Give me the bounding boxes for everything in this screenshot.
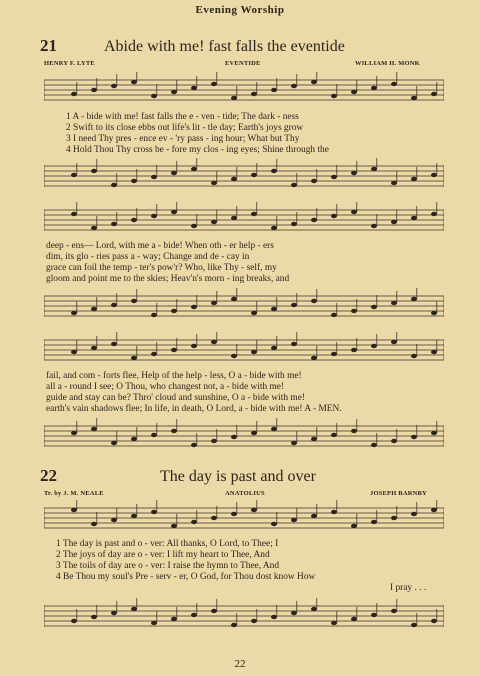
note-head	[251, 92, 257, 96]
lyric-line: guide and stay can be? Thro' cloud and sunshine, O a - bide with me!	[46, 393, 305, 403]
note-head	[231, 177, 237, 181]
note-head	[191, 167, 197, 171]
note-head	[91, 615, 97, 619]
note-head	[231, 435, 237, 439]
bass-staff	[44, 418, 444, 456]
lyric-line: deep - ens— Lord, with me a - bide! When oth - er help - ers	[46, 241, 274, 251]
lyric-line: gloom and point me to the skies; Heav'n's morn - ing breaks, and	[46, 274, 290, 284]
note-head	[151, 94, 157, 98]
note-head	[351, 348, 357, 352]
note-head	[71, 173, 77, 177]
note-head	[111, 441, 117, 445]
treble-staff	[44, 332, 444, 370]
note-head	[371, 613, 377, 617]
note-head	[251, 311, 257, 315]
note-head	[351, 309, 357, 313]
hymn-21-tune: EVENTIDE	[225, 60, 261, 67]
note-head	[171, 617, 177, 621]
note-head	[411, 96, 417, 100]
lyric-line: fail, and com - forts flee, Help of the help - less, O a - bide with me!	[46, 371, 302, 381]
note-head	[431, 173, 437, 177]
note-head	[431, 311, 437, 315]
note-head	[171, 171, 177, 175]
note-head	[411, 216, 417, 220]
note-head	[351, 429, 357, 433]
lyric-line: 3 The toils of day are o - ver: I raise the hymn to Thee, And	[56, 561, 280, 571]
note-head	[191, 86, 197, 90]
note-head	[271, 346, 277, 350]
note-head	[311, 514, 317, 518]
hymn-21-author: HENRY F. LYTE	[44, 60, 95, 67]
note-head	[391, 516, 397, 520]
note-head	[251, 431, 257, 435]
lyric-line: 4 Be Thou my soul's Pre - serv - er, O God, for Thou dost know How	[56, 572, 316, 582]
note-head	[391, 609, 397, 613]
note-head	[291, 611, 297, 615]
note-head	[311, 80, 317, 84]
note-head	[111, 222, 117, 226]
note-head	[331, 433, 337, 437]
note-head	[371, 443, 377, 447]
note-head	[251, 619, 257, 623]
note-head	[431, 350, 437, 354]
hymn-22-composer: JOSEPH BARNBY	[370, 490, 427, 497]
note-head	[191, 520, 197, 524]
note-head	[131, 437, 137, 441]
note-head	[291, 183, 297, 187]
note-head	[231, 623, 237, 627]
note-head	[411, 297, 417, 301]
note-head	[311, 356, 317, 360]
lyric-line: all a - round I see; O Thou, who changest not, a - bide with me!	[46, 382, 285, 392]
note-head	[71, 311, 77, 315]
note-head	[111, 303, 117, 307]
note-head	[351, 524, 357, 528]
note-head	[171, 90, 177, 94]
note-head	[431, 508, 437, 512]
note-head	[151, 433, 157, 437]
note-head	[391, 82, 397, 86]
hymn-22-tune: ANATOLIUS	[225, 490, 265, 497]
note-head	[351, 171, 357, 175]
note-head	[231, 96, 237, 100]
note-head	[131, 356, 137, 360]
note-head	[251, 350, 257, 354]
note-head	[91, 522, 97, 526]
note-head	[171, 524, 177, 528]
treble-staff	[44, 500, 444, 538]
hymn-22-title: The day is past and over	[160, 468, 316, 485]
lyric-line: 3 I need Thy pres - ence ev - 'ry pass - ing hour; What but Thy	[66, 134, 300, 144]
note-head	[251, 212, 257, 216]
note-head	[331, 214, 337, 218]
note-head	[411, 512, 417, 516]
note-head	[331, 175, 337, 179]
note-head	[291, 518, 297, 522]
note-head	[431, 92, 437, 96]
note-head	[131, 80, 137, 84]
note-head	[131, 514, 137, 518]
note-head	[211, 220, 217, 224]
note-head	[111, 518, 117, 522]
page-header: Evening Worship	[195, 4, 285, 16]
note-head	[211, 82, 217, 86]
note-head	[271, 522, 277, 526]
note-head	[131, 607, 137, 611]
note-head	[411, 623, 417, 627]
note-head	[391, 181, 397, 185]
note-head	[91, 346, 97, 350]
note-head	[91, 226, 97, 230]
note-head	[191, 344, 197, 348]
note-head	[371, 305, 377, 309]
note-head	[311, 218, 317, 222]
note-head	[231, 216, 237, 220]
note-head	[391, 301, 397, 305]
lyric-line: 2 Swift to its close ebbs out life's lit - tle day; Earth's joys grow	[66, 123, 304, 133]
note-head	[411, 354, 417, 358]
note-head	[171, 309, 177, 313]
lyric-line: 1 A - bide with me! fast falls the e - ven - tide; The dark - ness	[66, 112, 299, 122]
note-head	[111, 84, 117, 88]
note-head	[91, 427, 97, 431]
lyric-line: grace can foil the temp - ter's pow'r? Who, like Thy - self, my	[46, 263, 277, 273]
note-head	[111, 342, 117, 346]
note-head	[291, 84, 297, 88]
note-head	[71, 92, 77, 96]
note-head	[71, 619, 77, 623]
note-head	[151, 214, 157, 218]
note-head	[151, 352, 157, 356]
note-head	[291, 441, 297, 445]
note-head	[211, 439, 217, 443]
note-head	[271, 88, 277, 92]
note-head	[191, 305, 197, 309]
note-head	[331, 621, 337, 625]
note-head	[331, 510, 337, 514]
note-head	[351, 617, 357, 621]
note-head	[111, 183, 117, 187]
note-head	[71, 350, 77, 354]
note-head	[371, 344, 377, 348]
note-head	[431, 431, 437, 435]
note-head	[171, 348, 177, 352]
note-head	[231, 297, 237, 301]
note-head	[91, 88, 97, 92]
note-head	[251, 173, 257, 177]
lyric-line: 1 The day is past and o - ver: All thanks, O Lord, to Thee; I	[56, 539, 279, 549]
note-head	[211, 609, 217, 613]
note-head	[331, 94, 337, 98]
treble-staff	[44, 72, 444, 110]
note-head	[71, 212, 77, 216]
note-head	[311, 437, 317, 441]
treble-staff	[44, 202, 444, 240]
note-head	[131, 179, 137, 183]
lyric-line: 2 The joys of day are o - ver: I lift my heart to Thee, And	[56, 550, 270, 560]
note-head	[311, 299, 317, 303]
note-head	[331, 352, 337, 356]
hymn-21-number: 21	[40, 36, 57, 55]
note-head	[411, 177, 417, 181]
hymn-22-number: 22	[40, 466, 57, 485]
note-head	[131, 299, 137, 303]
note-head	[311, 607, 317, 611]
lyric-line: I pray . . .	[390, 583, 427, 593]
note-head	[91, 307, 97, 311]
note-head	[391, 439, 397, 443]
note-head	[411, 435, 417, 439]
note-head	[431, 212, 437, 216]
note-head	[371, 520, 377, 524]
note-head	[371, 167, 377, 171]
lyric-line: dim, its glo - ries pass a - way; Change and de - cay in	[46, 252, 250, 262]
note-head	[271, 169, 277, 173]
note-head	[351, 90, 357, 94]
note-head	[151, 175, 157, 179]
bass-staff	[44, 598, 444, 636]
note-head	[231, 512, 237, 516]
bass-staff	[44, 288, 444, 326]
note-head	[271, 427, 277, 431]
note-head	[391, 340, 397, 344]
note-head	[251, 508, 257, 512]
page-number: 22	[234, 658, 246, 670]
note-head	[191, 224, 197, 228]
note-head	[271, 226, 277, 230]
note-head	[151, 510, 157, 514]
note-head	[271, 615, 277, 619]
note-head	[211, 340, 217, 344]
note-head	[311, 179, 317, 183]
note-head	[71, 431, 77, 435]
hymn-21-composer: WILLIAM H. MONK	[355, 60, 420, 67]
note-head	[191, 613, 197, 617]
note-head	[431, 619, 437, 623]
note-head	[131, 218, 137, 222]
note-head	[151, 621, 157, 625]
lyric-line: earth's vain shadows flee; In life, in death, O Lord, a - bide with me! A - MEN.	[46, 404, 342, 414]
note-head	[191, 443, 197, 447]
note-head	[371, 86, 377, 90]
note-head	[211, 301, 217, 305]
note-head	[211, 516, 217, 520]
note-head	[211, 181, 217, 185]
hymn-22-author: Tr. by J. M. NEALE	[44, 490, 104, 497]
note-head	[171, 210, 177, 214]
note-head	[151, 313, 157, 317]
bass-staff	[44, 158, 444, 196]
hymn-21-title: Abide with me! fast falls the eventide	[104, 38, 345, 55]
note-head	[391, 220, 397, 224]
note-head	[171, 429, 177, 433]
note-head	[291, 303, 297, 307]
note-head	[351, 210, 357, 214]
note-head	[271, 307, 277, 311]
note-head	[331, 313, 337, 317]
note-head	[71, 508, 77, 512]
note-head	[111, 611, 117, 615]
lyric-line: 4 Hold Thou Thy cross be - fore my clos - ing eyes; Shine through the	[66, 145, 329, 155]
note-head	[291, 342, 297, 346]
note-head	[231, 354, 237, 358]
note-head	[371, 224, 377, 228]
note-head	[291, 222, 297, 226]
note-head	[91, 169, 97, 173]
